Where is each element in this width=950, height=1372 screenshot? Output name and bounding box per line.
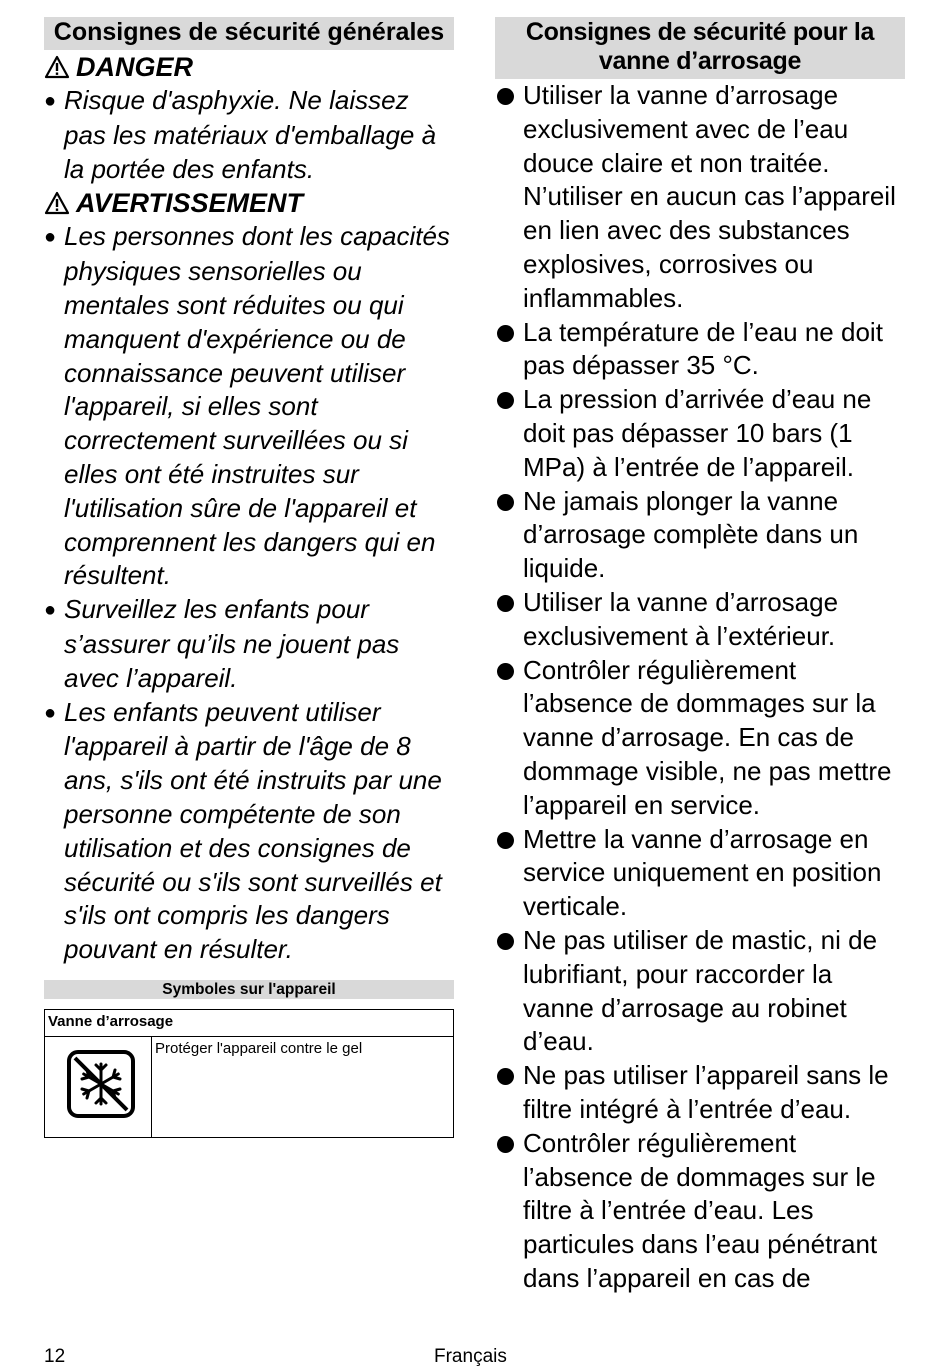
bullet-icon bbox=[497, 1068, 514, 1085]
danger-item: ● Risque d'asphyxie. Ne laissez pas les matériaux d'emballage à la portée des enfants. bbox=[44, 85, 437, 184]
bullet-icon bbox=[497, 1136, 514, 1153]
symbols-heading: Symboles sur l'appareil bbox=[44, 980, 454, 999]
bullet-icon bbox=[497, 88, 514, 105]
symbols-table bbox=[44, 1009, 454, 1138]
valve-safety-heading: Consignes de sécurité pour la vanne d’arrosage bbox=[495, 17, 905, 79]
symbol-description: Protéger l'appareil contre le gel bbox=[152, 1036, 454, 1137]
bullet-icon: ● bbox=[44, 226, 57, 249]
list-item: La température de l’eau ne doit pas dépasser 35 °C. bbox=[495, 316, 905, 384]
warning-triangle-icon bbox=[44, 191, 70, 215]
bullet-icon: ● bbox=[44, 599, 57, 622]
bullet-icon bbox=[497, 663, 514, 680]
list-item: Utiliser la vanne d’arrosage exclusivement avec de l’eau douce claire et non traitée. N’utiliser en aucun cas l’appareil en lien avec des substances explosives, corrosives ou inflammables. bbox=[495, 79, 905, 316]
bullet-icon bbox=[497, 832, 514, 849]
list-item: Contrôler régulièrement l’absence de dommages sur le filtre à l’entrée d’eau. Les particules dans l’eau pénétrant dans l’appareil en cas de bbox=[495, 1127, 905, 1296]
bullet-icon bbox=[497, 494, 514, 511]
bullet-icon bbox=[497, 325, 514, 342]
bullet-icon bbox=[497, 595, 514, 612]
list-item: Ne pas utiliser l’appareil sans le filtre intégré à l’entrée d’eau. bbox=[495, 1059, 905, 1127]
list-item: Ne jamais plonger la vanne d’arrosage complète dans un liquide. bbox=[495, 485, 905, 586]
bullet-icon: ● bbox=[44, 90, 57, 112]
list-item: Contrôler régulièrement l’absence de dommages sur la vanne d’arrosage. En cas de dommage visible, ne pas mettre l’appareil en service. bbox=[495, 654, 905, 823]
warning-item: ● Les personnes dont les capacités physiques sensorielles ou mentales sont réduites ou qui manquent d'expérience ou de connaissance peuvent utiliser l'appareil, si elles sont correctement surveillées ou si elles ont été instruites sur l'utilisation sûre de l'appareil et comprennent les dangers qui en résultent. bbox=[44, 221, 450, 591]
list-item: Ne pas utiliser de mastic, ni de lubrifiant, pour raccorder la vanne d’arrosage au robinet d’eau. bbox=[495, 924, 905, 1059]
danger-label: DANGER bbox=[76, 52, 194, 82]
symbol-cell bbox=[45, 1036, 152, 1137]
symbols-table-header: Vanne d’arrosage bbox=[45, 1009, 454, 1036]
warning-item: ● Surveillez les enfants pour s’assurer qu’ils ne jouent pas avec l’appareil. bbox=[44, 594, 400, 693]
table-row bbox=[45, 1036, 454, 1137]
list-item: Utiliser la vanne d’arrosage exclusivement à l’extérieur. bbox=[495, 586, 905, 654]
list-item: La pression d’arrivée d’eau ne doit pas dépasser 10 bars (1 MPa) à l’entrée de l’appareil. bbox=[495, 383, 905, 484]
warning-label: AVERTISSEMENT bbox=[76, 188, 304, 219]
warning-item: ● Les enfants peuvent utiliser l'appareil à partir de l'âge de 8 ans, s'ils ont été instruits par une personne compétente de son utilisation et des consignes de sécurité ou s'ils sont surveillés et s'ils ont compris les dangers pouvant en résulter. bbox=[44, 696, 442, 965]
left-column bbox=[44, 17, 454, 1138]
right-column bbox=[495, 17, 905, 1296]
list-item: Mettre la vanne d’arrosage en service uniquement en position verticale. bbox=[495, 823, 905, 924]
bullet-icon bbox=[497, 933, 514, 950]
general-safety-heading: Consignes de sécurité générales bbox=[44, 17, 454, 50]
warning-heading bbox=[44, 186, 454, 220]
bullet-icon bbox=[497, 392, 514, 409]
no-frost-icon bbox=[65, 1048, 137, 1120]
danger-heading bbox=[44, 50, 454, 84]
page-number: 12 bbox=[44, 1346, 66, 1367]
page-language: Français bbox=[434, 1346, 507, 1367]
warning-triangle-icon bbox=[44, 55, 70, 79]
bullet-icon: ● bbox=[44, 701, 57, 724]
valve-safety-list bbox=[495, 79, 905, 1296]
